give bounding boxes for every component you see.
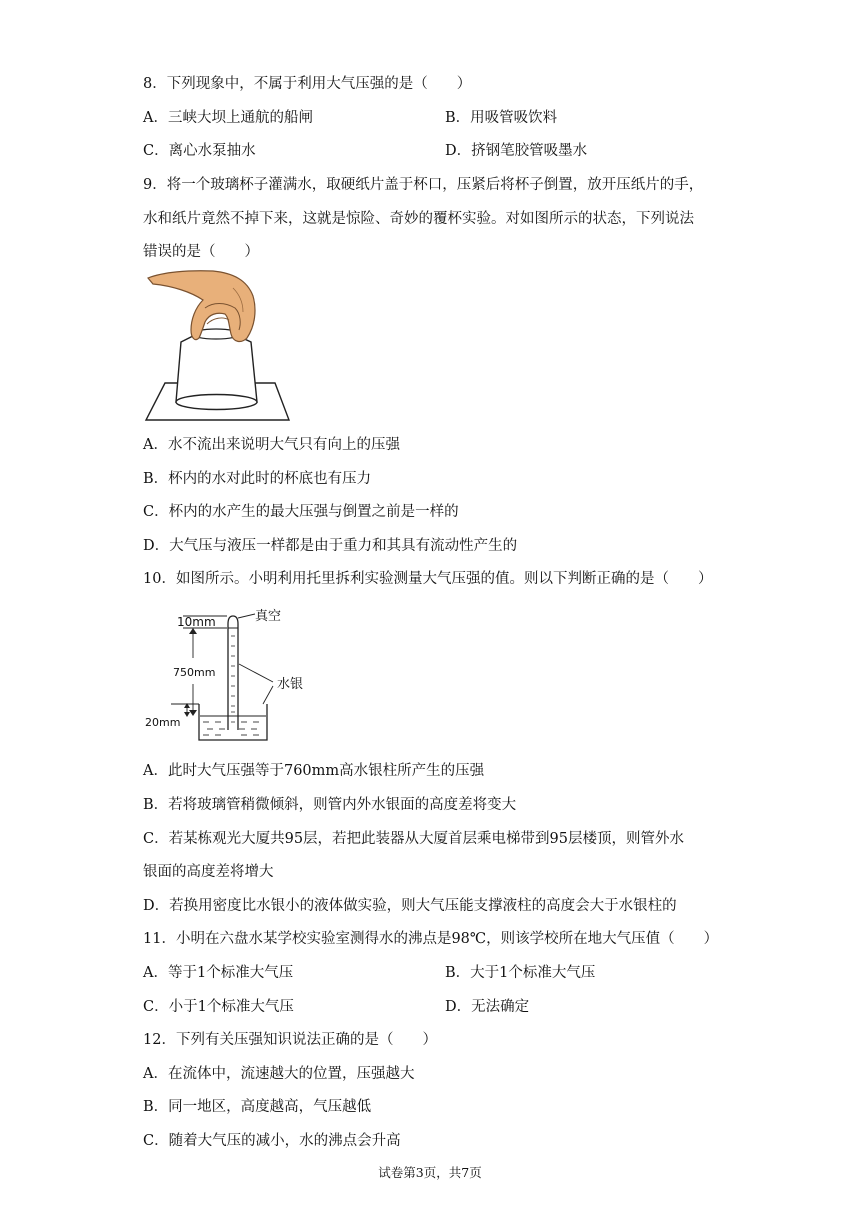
q9-option-a: A．水不流出来说明大气只有向上的压强 <box>143 437 400 453</box>
q12-option-a: A．在流体中，流速越大的位置，压强越大 <box>143 1066 415 1082</box>
q11-option-d: D．无法确定 <box>445 999 530 1015</box>
q9-option-c: C．杯内的水产生的最大压强与倒置之前是一样的 <box>143 504 459 520</box>
torricelli-figure <box>143 600 333 750</box>
q12-option-b: B．同一地区，高度越高，气压越低 <box>143 1099 372 1115</box>
page-footer: 试卷第3页，共7页 <box>378 1165 482 1180</box>
q10-option-c-line-2: 银面的高度差将增大 <box>143 864 274 880</box>
q8-option-b: B．用吸管吸饮料 <box>445 110 558 126</box>
glass-cup <box>176 332 257 402</box>
q11-stem: 11．小明在六盘水某学校实验室测得水的沸点是98℃，则该学校所在地大气压值（ ） <box>143 931 719 947</box>
q9-stem-line-1: 9．将一个玻璃杯子灌满水，取硬纸片盖于杯口，压紧后将杯子倒置，放开压纸片的手， <box>143 177 704 193</box>
q11-option-b: B．大于1个标准大气压 <box>445 965 596 981</box>
label-mercury: 水银 <box>277 677 304 692</box>
label-10mm: 10mm <box>177 615 216 629</box>
label-20mm: 20mm <box>145 716 181 729</box>
q9-stem-line-2: 水和纸片竟然不掉下来，这就是惊险、奇妙的覆杯实验。对如图所示的状态，下列说法 <box>143 211 694 227</box>
label-750mm: 750mm <box>173 666 216 679</box>
q9-option-d: D．大气压与液压一样都是由于重力和其具有流动性产生的 <box>143 538 518 554</box>
q12-stem: 12．下列有关压强知识说法正确的是（ ） <box>143 1032 437 1048</box>
q11-option-a: A．等于1个标准大气压 <box>143 965 294 981</box>
q8-stem: 8．下列现象中，不属于利用大气压强的是（ ） <box>143 76 472 92</box>
q10-option-a: A．此时大气压强等于760mm高水银柱所产生的压强 <box>143 763 485 779</box>
q10-stem: 10．如图所示。小明利用托里拆利实验测量大气压强的值。则以下判断正确的是（ ） <box>143 571 713 587</box>
inverted-cup-figure <box>143 268 293 428</box>
q8-option-c: C．离心水泵抽水 <box>143 143 256 159</box>
glass-tube <box>228 616 238 730</box>
q12-option-c: C．随着大气压的减小，水的沸点会升高 <box>143 1133 401 1149</box>
q9-option-b: B．杯内的水对此时的杯底也有压力 <box>143 471 372 487</box>
q9-stem-line-3: 错误的是（ ） <box>143 244 259 260</box>
q11-option-c: C．小于1个标准大气压 <box>143 999 294 1015</box>
q8-option-d: D．挤钢笔胶管吸墨水 <box>445 143 588 159</box>
q10-option-c-line-1: C．若某栋观光大厦共95层，若把此装器从大厦首层乘电梯带到95层楼顶，则管外水 <box>143 831 684 847</box>
q10-option-b: B．若将玻璃管稍微倾斜，则管内外水银面的高度差将变大 <box>143 797 517 813</box>
q8-option-a: A．三峡大坝上通航的船闸 <box>143 110 313 126</box>
label-vacuum: 真空 <box>255 609 282 624</box>
q10-option-d: D．若换用密度比水银小的液体做实验，则大气压能支撑液柱的高度会大于水银柱的 <box>143 898 677 914</box>
hand <box>148 271 255 342</box>
